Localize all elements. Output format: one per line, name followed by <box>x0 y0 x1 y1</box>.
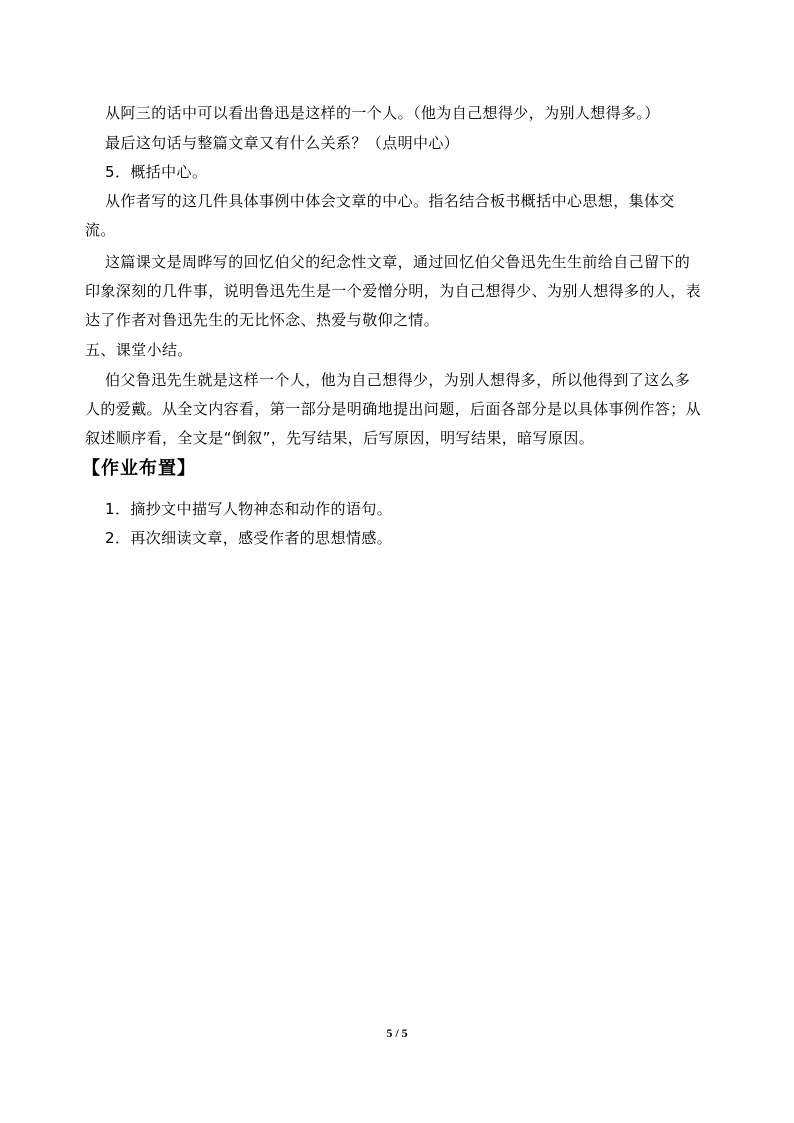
paragraph-center-idea-line-2: 流。 <box>85 221 116 239</box>
homework-item-2: 2．再次细读文章，感受作者的思想情感。 <box>105 529 393 547</box>
step-summarize-center: 5．概括中心。 <box>105 163 208 181</box>
homework-item-1: 1．摘抄文中描写人物神态和动作的语句。 <box>105 500 393 518</box>
paragraph-last-sentence-question: 最后这句话与整篇文章又有什么关系？（点明中心） <box>105 134 460 152</box>
paragraph-lu-xun-character: 从阿三的话中可以看出鲁迅是这样的一个人。（他为自己想得少，为别人想得多。） <box>105 104 660 122</box>
paragraph-article-summary-line-3: 达了作者对鲁迅先生的无比怀念、热爱与敬仰之情。 <box>85 311 440 329</box>
paragraph-article-summary-line-2: 印象深刻的几件事，说明鲁迅先生是一个爱憎分明，为自己想得少、为别人想得多的人，表 <box>85 282 702 300</box>
paragraph-center-idea-line-1: 从作者写的这几件具体事例中体会文章的中心。指名结合板书概括中心思想，集体交 <box>105 192 675 210</box>
page-number: 5 / 5 <box>386 1026 408 1040</box>
section-heading-class-summary: 五、课堂小结。 <box>85 341 193 359</box>
paragraph-article-summary-line-1: 这篇课文是周晔写的回忆伯父的纪念性文章，通过回忆伯父鲁迅先生生前给自己留下的 <box>105 253 691 271</box>
homework-heading: 【作业布置】 <box>82 458 196 479</box>
paragraph-class-summary-line-2: 人的爱戴。从全文内容看，第一部分是明确地提出问题，后面各部分是以具体事例作答；从 <box>85 400 702 418</box>
paragraph-class-summary-line-1: 伯父鲁迅先生就是这样一个人，他为自己想得少，为别人想得多，所以他得到了这么多 <box>105 371 691 389</box>
paragraph-class-summary-line-3: 叙述顺序看，全文是“倒叙”，先写结果，后写原因，明写结果，暗写原因。 <box>85 429 595 447</box>
